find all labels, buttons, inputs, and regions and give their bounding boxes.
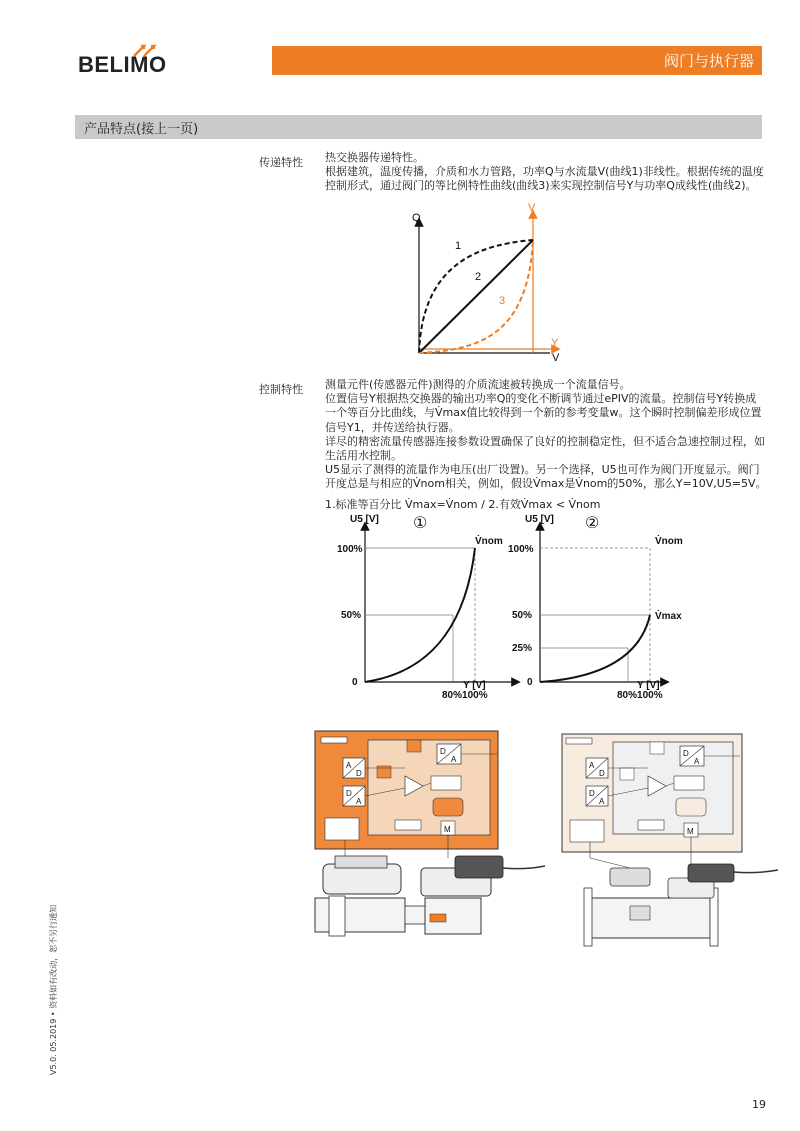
valve-flange — [329, 896, 345, 936]
u5-chart-1 — [330, 508, 533, 703]
da-block-d: D — [440, 747, 446, 756]
chart1-curve-label: V̇nom — [475, 536, 503, 547]
chart1-ylabel: U5 [V] — [350, 514, 379, 525]
control-line: 生活用水控制。 — [325, 449, 402, 463]
curve-2 — [419, 240, 533, 353]
q-label: Q — [412, 212, 421, 224]
chart1-y50: 50% — [341, 610, 362, 621]
epiv-diagram-beige — [550, 728, 790, 953]
chart2-y0: 0 — [527, 677, 533, 688]
section-bar — [75, 115, 762, 139]
display-box — [676, 798, 706, 816]
connector-box — [395, 820, 421, 830]
chart2-y50: 50% — [512, 610, 533, 621]
motor-label: M — [687, 827, 694, 836]
transfer-chart — [400, 200, 575, 368]
terminal-box — [570, 820, 604, 842]
curve-1-label: 1 — [455, 240, 462, 252]
chart1-x-ticks: 80%100% — [442, 690, 488, 701]
header-bar — [272, 46, 762, 75]
control-line: 位置信号Y根据热交换器的输出功率Q的变化不断调节通过ePIV的流量。控制信号Y转换成 — [325, 392, 757, 406]
connector-box — [638, 820, 664, 830]
ad-block-2-a: A — [599, 797, 605, 806]
v-label-top: V — [528, 202, 536, 214]
y-label: Y — [551, 337, 559, 349]
belimo-logo — [78, 52, 167, 78]
curve-block — [407, 740, 421, 752]
sensor-cap — [335, 856, 387, 868]
u5-chart-2 — [505, 508, 705, 703]
chart2-badge: ② — [585, 515, 600, 532]
chart1-xlabel: Y [V] — [463, 680, 486, 691]
logo-text: BELIMO — [78, 52, 167, 77]
chart2-y25: 25% — [512, 643, 533, 654]
epiv-diagram-orange — [305, 728, 555, 953]
actuator-top — [455, 856, 503, 878]
curve-2-label: 2 — [475, 271, 482, 283]
logo-arrows-icon — [130, 42, 160, 58]
terminal-box — [325, 818, 359, 840]
actuator-cable — [503, 866, 545, 869]
chart2-curve-label-mid: V̇max — [655, 611, 682, 622]
ad-block-1-a: A — [346, 761, 352, 770]
chart1-y0: 0 — [352, 677, 358, 688]
ad-block-2-d: D — [589, 789, 595, 798]
wire — [590, 858, 630, 868]
curve-3-label: 3 — [499, 295, 506, 307]
sensor-housing — [323, 864, 401, 894]
section-title: 产品特点(接上一页) — [84, 122, 199, 137]
chart1-y100: 100% — [337, 544, 363, 555]
valve-port — [630, 906, 650, 920]
transfer-line: 热交换器传递特性。 — [325, 151, 424, 164]
da-block-a: A — [451, 755, 457, 764]
signal-box — [674, 776, 704, 790]
v-label-bottom: V — [552, 352, 560, 364]
valve-tag — [430, 914, 446, 922]
chart2-xlabel: Y [V] — [637, 680, 660, 691]
control-line: 测量元件(传感器元件)测得的介质流速被转换成一个流量信号。 — [325, 378, 631, 391]
signal-box — [431, 776, 461, 790]
motor-label: M — [444, 825, 451, 834]
ad-block-2-a: A — [356, 797, 362, 806]
transfer-label: 传递特性 — [259, 156, 303, 169]
side-note: V5.0. 05.2019 • 资料如有改动，恕不另行通知 — [49, 904, 58, 1075]
valve-body-left — [315, 898, 405, 932]
control-line: 一个等百分比曲线，与V̇max值比较得到一个新的参考变量w。这个瞬时控制偏差形成位置 — [325, 406, 762, 420]
transfer-text — [325, 151, 764, 194]
control-text — [325, 378, 767, 492]
chart2-x-ticks: 80%100% — [617, 690, 663, 701]
curve-block — [650, 742, 664, 754]
chart2-curve — [540, 615, 650, 682]
chart2-y100: 100% — [508, 544, 534, 555]
chart2-ylabel: U5 [V] — [525, 514, 554, 525]
ad-block-1-a: A — [589, 761, 595, 770]
label-plate — [566, 738, 592, 744]
ad-block-2-d: D — [346, 789, 352, 798]
da-block-d: D — [683, 749, 689, 758]
da-block-a: A — [694, 757, 700, 766]
label-plate — [321, 737, 347, 743]
transfer-line: 控制形式，通过阀门的等比例特性曲线(曲线3)来实现控制信号Y与功率Q成线性(曲线2)。 — [325, 179, 757, 193]
control-line: 开度总是与相应的V̇nom相关，例如，假设V̇max是V̇nom的50%，那么Y=10V,U5=5V。 — [325, 477, 767, 491]
chart2-curve-label-top: V̇nom — [655, 536, 683, 547]
page-number: 19 — [752, 1098, 766, 1111]
chart1-badge: ① — [413, 515, 428, 532]
ad-block-1-d: D — [356, 769, 362, 778]
ad-block-1-d: D — [599, 769, 605, 778]
u5-caption: 1.标准等百分比 V̇max=V̇nom / 2.有效V̇max < V̇nom — [325, 498, 601, 511]
sensor-housing — [610, 868, 650, 886]
actuator-top — [688, 864, 734, 882]
curve-block-2 — [620, 768, 634, 780]
display-box — [433, 798, 463, 816]
pipe-link — [405, 906, 427, 924]
control-line: 详尽的精密流量传感器连接参数设置确保了良好的控制稳定性，但不适合急速控制过程，如 — [325, 434, 765, 448]
control-label: 控制特性 — [259, 383, 303, 396]
flange-left — [584, 888, 592, 946]
actuator-cable — [734, 870, 778, 873]
control-line: 信号Y1，并传送给执行器。 — [325, 420, 460, 434]
header-title: 阀门与执行器 — [663, 52, 754, 70]
control-line: U5显示了测得的流量作为电压(出厂设置)。另一个选择，U5也可作为阀门开度显示。阀门 — [325, 463, 760, 477]
transfer-line: 根据建筑，温度传播，介质和水力管路，功率Q与水流量V(曲线1)非线性。根据传统的温度 — [325, 165, 764, 179]
